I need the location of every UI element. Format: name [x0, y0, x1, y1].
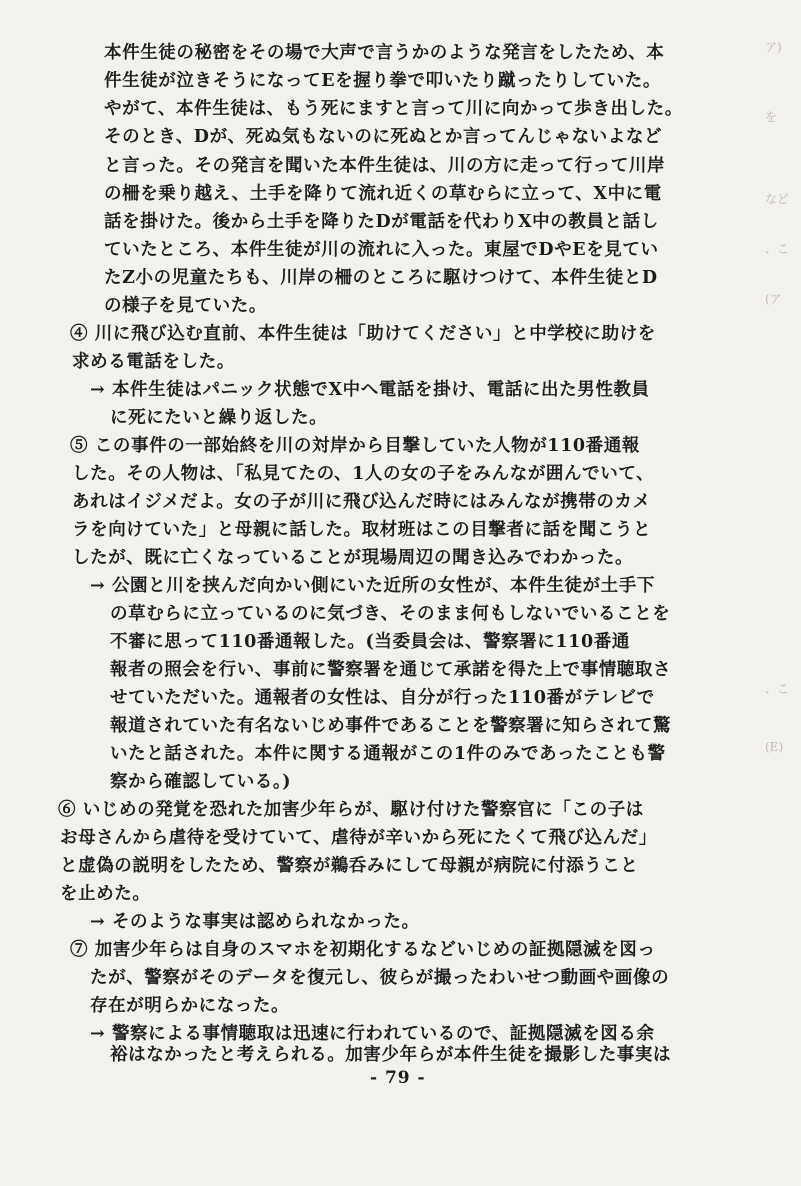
- text-line: そのとき、Dが、死ぬ気もないのに死ぬとか言ってんじゃないよなど: [104, 127, 663, 147]
- bleed-through-mark: 、こ: [765, 682, 790, 696]
- text-line: お母さんから虐待を受けていて、虐待が辛いから死にたくて飛び込んだ」: [60, 828, 657, 848]
- item-5-heading: ⑤ この事件の一部始終を川の対岸から目撃していた人物が110番通報: [70, 436, 640, 456]
- bleed-through-mark: (ア: [765, 292, 782, 306]
- page-number: - 79 -: [370, 1068, 426, 1088]
- text-line: 裕はなかったと考えられる。加害少年らが本件生徒を撮影した事実は: [110, 1045, 672, 1065]
- response-line: → 警察による事情聴取は迅速に行われているので、証拠隠滅を図る余: [90, 1024, 655, 1044]
- text-line: 存在が明らかになった。: [90, 996, 290, 1016]
- text-line: たが、警察がそのデータを復元し、彼らが撮ったわいせつ動画や画像の: [90, 968, 670, 988]
- text-line: の様子を見ていた。: [104, 296, 267, 316]
- text-line: あれはイジメだよ。女の子が川に飛び込んだ時にはみんなが携帯のカメ: [72, 492, 651, 512]
- item-4-heading: ④ 川に飛び込む直前、本件生徒は「助けてください」と中学校に助けを: [70, 324, 656, 344]
- text-line: やがて、本件生徒は、もう死にますと言って川に向かって歩き出した。: [104, 99, 683, 119]
- text-line: に死にたいと繰り返した。: [110, 408, 328, 428]
- text-line: と言った。その発言を聞いた本件生徒は、川の方に走って行って川岸: [104, 156, 666, 176]
- text-line: 報者の照会を行い、事前に警察署を通じて承諾を得た上で事情聴取さ: [110, 660, 672, 680]
- text-line: 求める電話をした。: [72, 352, 235, 372]
- text-line: を止めた。: [60, 884, 151, 904]
- text-line: せていただいた。通報者の女性は、自分が行った110番がテレビで: [110, 688, 655, 708]
- response-line: → 公園と川を挟んだ向かい側にいた近所の女性が、本件生徒が土手下: [90, 576, 655, 596]
- bleed-through-mark: 、こ: [765, 242, 790, 256]
- text-line: した。その人物は、「私見てたの、1人の女の子をみんなが囲んでいて、: [72, 464, 655, 484]
- text-line: 察から確認している。): [110, 772, 292, 792]
- item-6-heading: ⑥ いじめの発覚を恐れた加害少年らが、駆け付けた警察官に「この子は: [58, 800, 644, 820]
- text-line: 話を掛けた。後から土手を降りたDが電話を代わりX中の教員と話し: [104, 212, 659, 232]
- text-line: 報道されていた有名ないじめ事件であることを警察署に知らされて驚: [110, 716, 672, 736]
- bleed-through-mark: など: [765, 192, 790, 206]
- bleed-through-mark: ア): [765, 40, 782, 54]
- text-line: 件生徒が泣きそうになってEを握り拳で叩いたり蹴ったりしていた。: [104, 71, 661, 91]
- text-line: の柵を乗り越え、土手を降りて流れ近くの草むらに立って、X中に電: [104, 184, 662, 204]
- text-line: いたと話された。本件に関する通報がこの1件のみであったことも警: [110, 744, 666, 764]
- bleed-through-mark: を: [765, 110, 778, 124]
- text-line: と虚偽の説明をしたため、警察が鵜呑みにして母親が病院に付添うこと: [60, 856, 639, 876]
- text-line: ラを向けていた」と母親に話した。取材班はこの目撃者に話を聞こうと: [72, 520, 652, 540]
- text-line: の草むらに立っているのに気づき、そのまま何もしないでいることを: [110, 604, 671, 624]
- text-line: ていたところ、本件生徒が川の流れに入った。東屋でDやEを見てい: [104, 240, 659, 260]
- text-line: 不審に思って110番通報した。(当委員会は、警察署に110番通: [110, 632, 630, 652]
- bleed-through-mark: (E): [765, 740, 784, 754]
- response-line: → 本件生徒はパニック状態でX中へ電話を掛け、電話に出た男性教員: [90, 380, 650, 400]
- text-line: たZ小の児童たちも、川岸の柵のところに駆けつけて、本件生徒とD: [104, 268, 658, 288]
- text-line: 本件生徒の秘密をその場で大声で言うかのような発言をしたため、本: [104, 43, 665, 63]
- text-line: したが、既に亡くなっていることが現場周辺の聞き込みでわかった。: [72, 548, 634, 568]
- item-7-heading: ⑦ 加害少年らは自身のスマホを初期化するなどいじめの証拠隠滅を図っ: [70, 940, 656, 960]
- response-line: → そのような事実は認められなかった。: [90, 912, 420, 932]
